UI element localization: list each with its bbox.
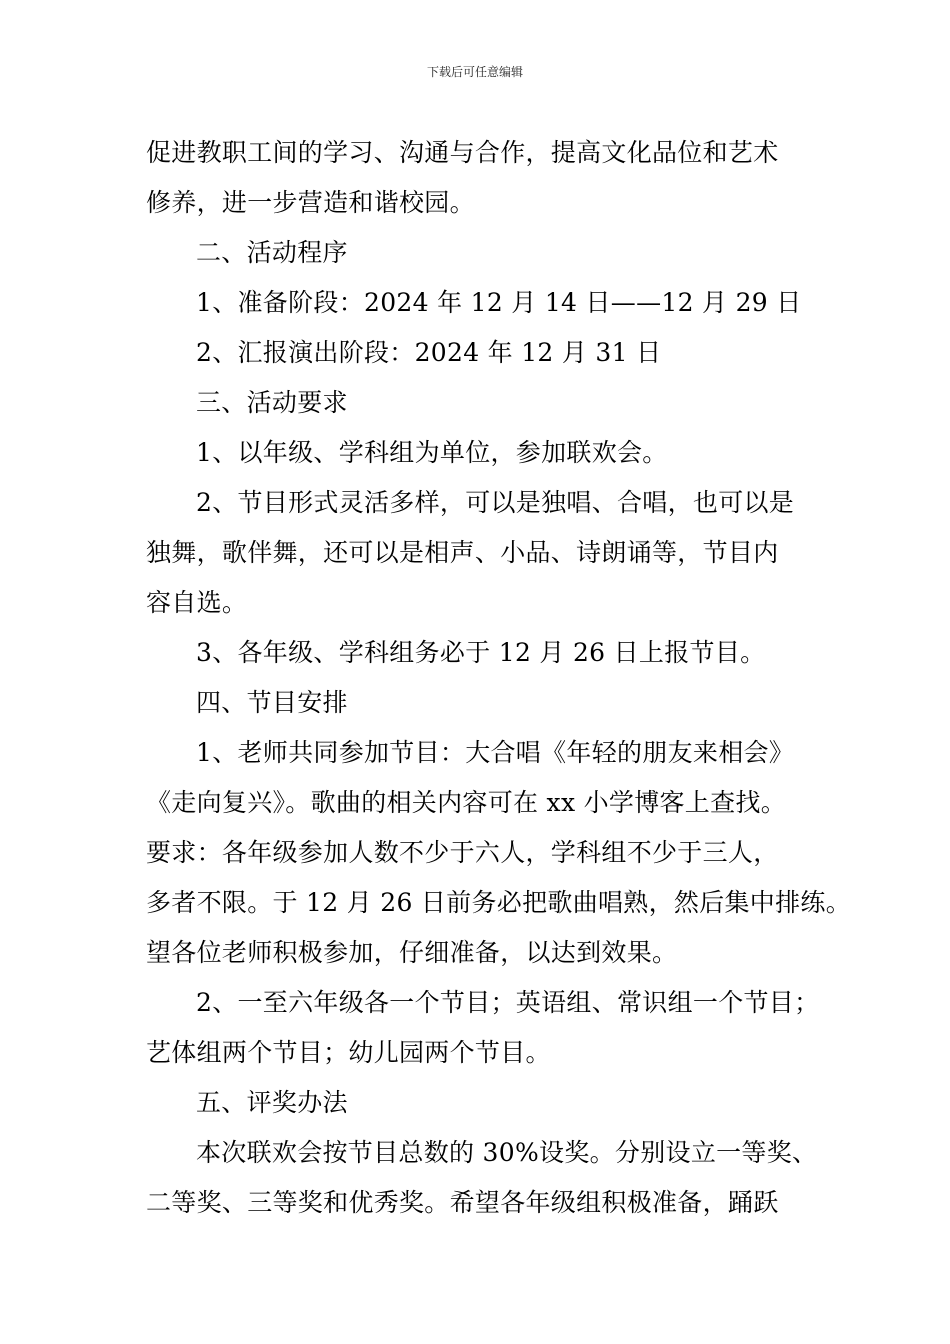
page-header: 下载后可任意编辑 — [426, 65, 523, 79]
section-heading-4: 四、节目安排 — [196, 688, 348, 717]
text-line-22: 二等奖、三等奖和优秀奖。希望各年级组积极准备，踊跃 — [146, 1188, 779, 1217]
section-heading-2: 二、活动程序 — [196, 238, 348, 267]
text-line-13: 1、老师共同参加节目：大合唱《年轻的朋友来相会》 — [196, 738, 795, 767]
text-line-16: 多者不限。于 12 月 26 日前务必把歌曲唱熟，然后集中排练。 — [146, 888, 852, 917]
text-line-7: 1、以年级、学科组为单位，参加联欢会。 — [196, 438, 668, 467]
text-line-21: 本次联欢会按节目总数的 30%设奖。分别设立一等奖、 — [196, 1138, 818, 1167]
text-line-18: 2、一至六年级各一个节目；英语组、常识组一个节目； — [196, 988, 820, 1017]
text-line-10: 容自选。 — [146, 588, 248, 617]
text-line-8: 2、节目形式灵活多样，可以是独唱、合唱，也可以是 — [196, 488, 795, 517]
section-heading-5: 五、评奖办法 — [196, 1088, 348, 1117]
text-line-15: 要求：各年级参加人数不少于六人，学科组不少于三人， — [146, 838, 779, 867]
text-line-17: 望各位老师积极参加，仔细准备，以达到效果。 — [146, 938, 678, 967]
text-line-5: 2、汇报演出阶段：2024 年 12 月 31 日 — [196, 338, 662, 367]
document-body — [146, 128, 852, 1228]
text-line-4: 1、准备阶段：2024 年 12 月 14 日——12 月 29 日 — [196, 288, 802, 317]
text-line-1: 促进教职工间的学习、沟通与合作，提高文化品位和艺术 — [146, 138, 779, 167]
text-line-2: 修养，进一步营造和谐校园。 — [146, 188, 475, 217]
text-line-19: 艺体组两个节目；幼儿园两个节目。 — [146, 1038, 551, 1067]
section-heading-3: 三、活动要求 — [196, 388, 348, 417]
text-line-9: 独舞，歌伴舞，还可以是相声、小品、诗朗诵等，节目内 — [146, 538, 779, 567]
text-line-14: 《走向复兴》。歌曲的相关内容可在 xx 小学博客上查找。 — [146, 788, 786, 817]
text-line-11: 3、各年级、学科组务必于 12 月 26 日上报节目。 — [196, 638, 766, 667]
